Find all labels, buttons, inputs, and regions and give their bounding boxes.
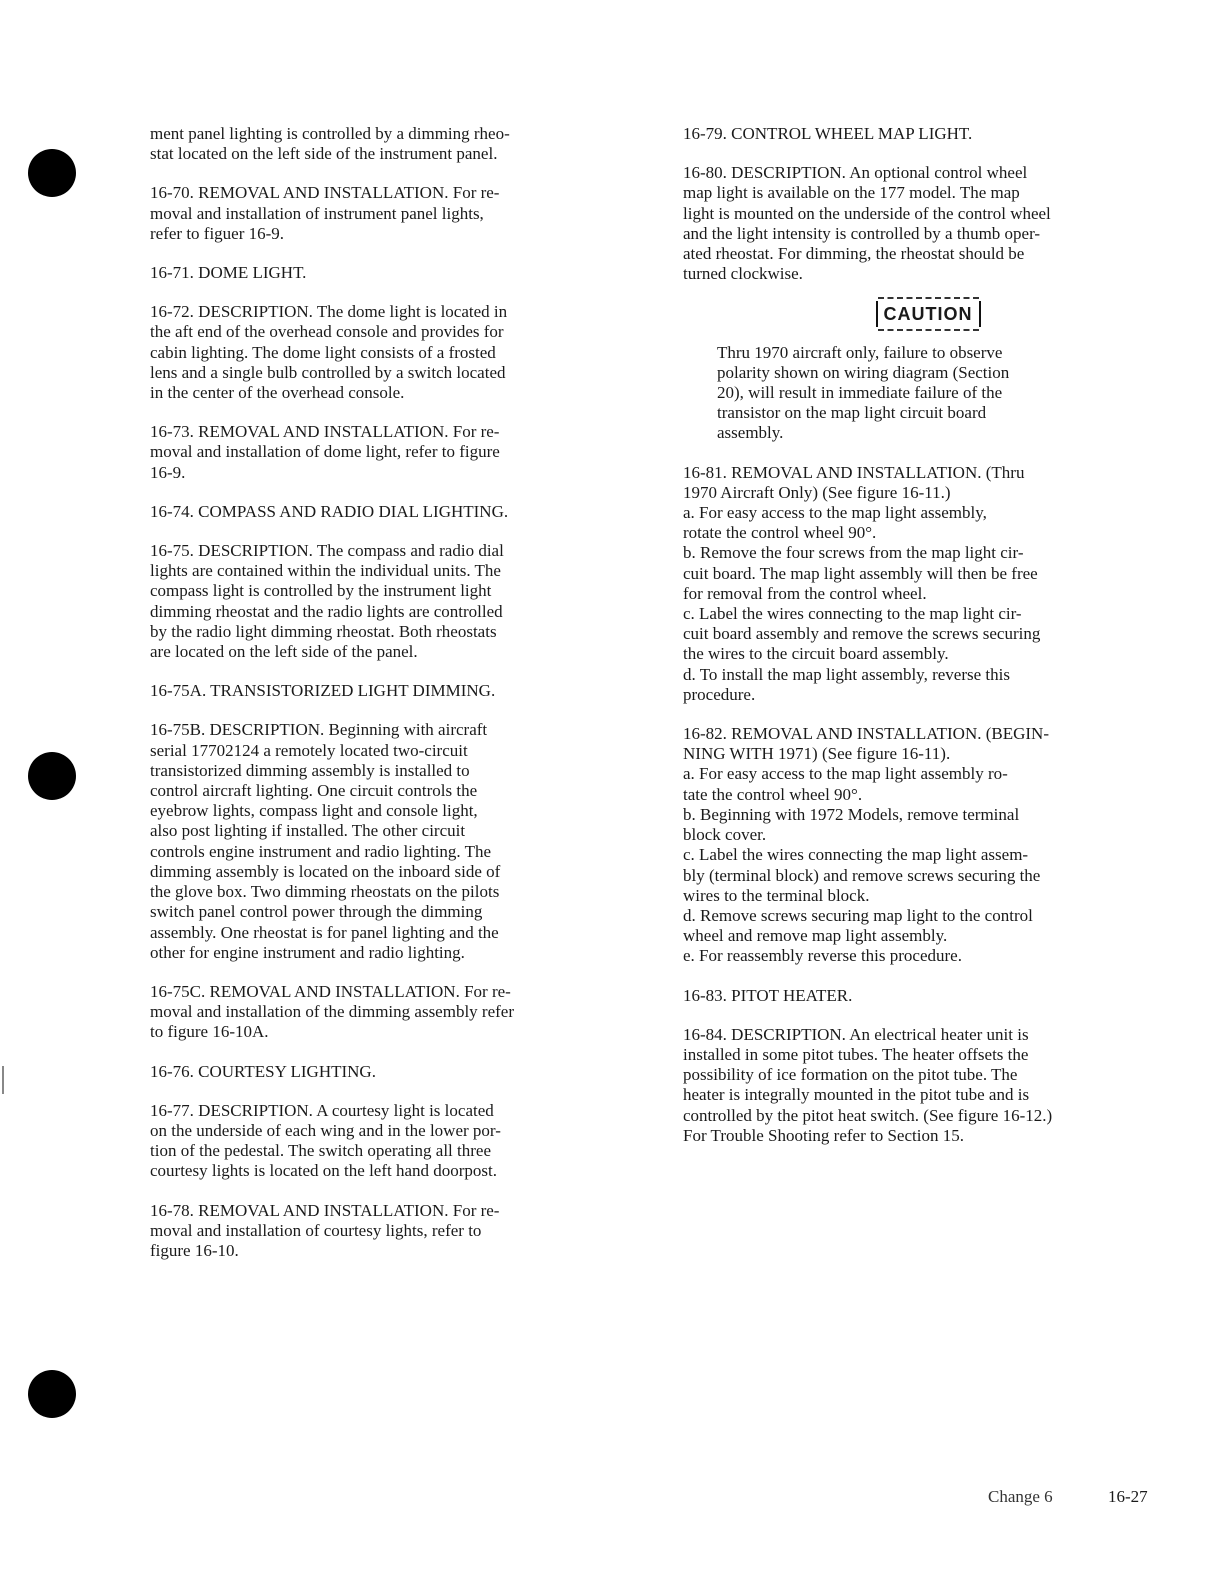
steps-16-81: [683, 503, 1173, 705]
step-16-82-c: c. Label the wires connecting the map light assem- bly (terminal block) and remove screws securing the wires to the terminal block.: [683, 845, 1041, 905]
step-16-81-a: a. For easy access to the map light assembly, rotate the control wheel 90°.: [683, 503, 987, 543]
change-notice: Change 6: [988, 1487, 1053, 1506]
binder-hole-middle: [28, 752, 76, 800]
heading-16-83: 16-83. PITOT HEATER.: [683, 985, 853, 1005]
heading-16-81: 16-81. REMOVAL AND INSTALLATION. (Thru 1970 Aircraft Only) (See figure 16-11.): [683, 462, 1025, 502]
step-16-82-b: b. Beginning with 1972 Models, remove terminal block cover.: [683, 804, 1020, 845]
paragraph-16-77: 16-77. DESCRIPTION. A courtesy light is located on the underside of each wing and in the lower por- tion of the pedestal. The switch operating all three courtesy lights is located on the left hand doorpost.: [150, 1100, 501, 1181]
caution-label: CAUTION: [876, 301, 981, 326]
step-16-82-e: e. For reassembly reverse this procedure.: [683, 946, 962, 966]
step-16-81-c: c. Label the wires connecting to the map light cir- cuit board assembly and remove the screws securing the wires to the circuit board assembly.: [683, 604, 1041, 664]
scan-mark: [2, 1066, 4, 1094]
right-column: [683, 124, 1173, 1165]
paragraph-16-80: 16-80. DESCRIPTION. An optional control wheel map light is available on the 177 model. The map light is mounted on the underside of the control wheel and the light intensity is controlled by a thumb oper- ated rheostat. For dimming, the rheostat should be turned clockwise.: [683, 163, 1051, 284]
paragraph-16-75c: 16-75C. REMOVAL AND INSTALLATION. For re- moval and installation of the dimming assembly refer to figure 16-10A.: [150, 981, 514, 1042]
heading-16-71: 16-71. DOME LIGHT.: [150, 263, 307, 283]
caution-box: [683, 301, 1173, 326]
paragraph-16-84: 16-84. DESCRIPTION. An electrical heater unit is installed in some pitot tubes. The heater offsets the possibility of ice formation on the pitot tube. The heater is integrally mounted in the pitot tube and is controlled by the pitot heat switch. (See figure 16-12.) For Trouble Shooting refer to Section 15.: [683, 1024, 1053, 1145]
binder-hole-bottom: [28, 1370, 76, 1418]
paragraph-16-70: 16-70. REMOVAL AND INSTALLATION. For re- moval and installation of instrument panel lights, refer to figuer 16-9.: [150, 183, 500, 243]
page-number: 16-27: [1108, 1487, 1148, 1506]
steps-16-82: [683, 764, 1173, 966]
step-16-81-d: d. To install the map light assembly, reverse this procedure.: [683, 664, 1010, 704]
left-column: [150, 124, 635, 1280]
paragraph-16-73: 16-73. REMOVAL AND INSTALLATION. For re- moval and installation of dome light, refer to figure 16-9.: [150, 422, 500, 482]
heading-16-82: 16-82. REMOVAL AND INSTALLATION. (BEGIN- NING WITH 1971) (See figure 16-11).: [683, 724, 1049, 764]
paragraph-16-75b: 16-75B. DESCRIPTION. Beginning with aircraft serial 17702124 a remotely located two-circuit transistorized dimming assembly is installed to control aircraft lighting. One circuit controls the eyebrow lights, compass light and console light, also post lighting if installed. The other circuit controls engine instrument and radio lighting. The dimming assembly is located on the inboard side of the glove box. Two dimming rheostats on the pilots switch panel control power through the dimming assembly. One rheostat is for panel lighting and the other for engine instrument and radio lighting.: [150, 720, 501, 962]
paragraph-16-72: 16-72. DESCRIPTION. The dome light is located in the aft end of the overhead console and provides for cabin lighting. The dome light consists of a frosted lens and a single bulb controlled by a switch located in the center of the overhead console.: [150, 302, 508, 403]
step-16-82-a: a. For easy access to the map light assembly ro- tate the control wheel 90°.: [683, 764, 1008, 804]
step-16-82-d: d. Remove screws securing map light to the control wheel and remove map light assembly.: [683, 905, 1033, 946]
heading-16-76: 16-76. COURTESY LIGHTING.: [150, 1061, 376, 1081]
binder-hole-top: [28, 149, 76, 197]
heading-16-75a: 16-75A. TRANSISTORIZED LIGHT DIMMING.: [150, 681, 496, 701]
paragraph-panel-lighting-cont: ment panel lighting is controlled by a dimming rheo- stat located on the left side of the instrument panel.: [150, 124, 510, 164]
caution-text: Thru 1970 aircraft only, failure to observe polarity shown on wiring diagram (Section 20), will result in immediate failure of the transistor on the map light circuit board assembly.: [717, 342, 1010, 443]
paragraph-16-75: 16-75. DESCRIPTION. The compass and radio dial lights are contained within the individual units. The compass light is controlled by the instrument light dimming rheostat and the radio lights are controlled by the radio light dimming rheostat. Both rheostats are located on the left side of the panel.: [150, 541, 504, 662]
heading-16-79: 16-79. CONTROL WHEEL MAP LIGHT.: [683, 124, 973, 143]
paragraph-16-78: 16-78. REMOVAL AND INSTALLATION. For re- moval and installation of courtesy lights, refer to figure 16-10.: [150, 1200, 500, 1260]
heading-16-74: 16-74. COMPASS AND RADIO DIAL LIGHTING.: [150, 501, 509, 521]
step-16-81-b: b. Remove the four screws from the map light cir- cuit board. The map light assembly will then be free for removal from the control wheel.: [683, 543, 1038, 603]
